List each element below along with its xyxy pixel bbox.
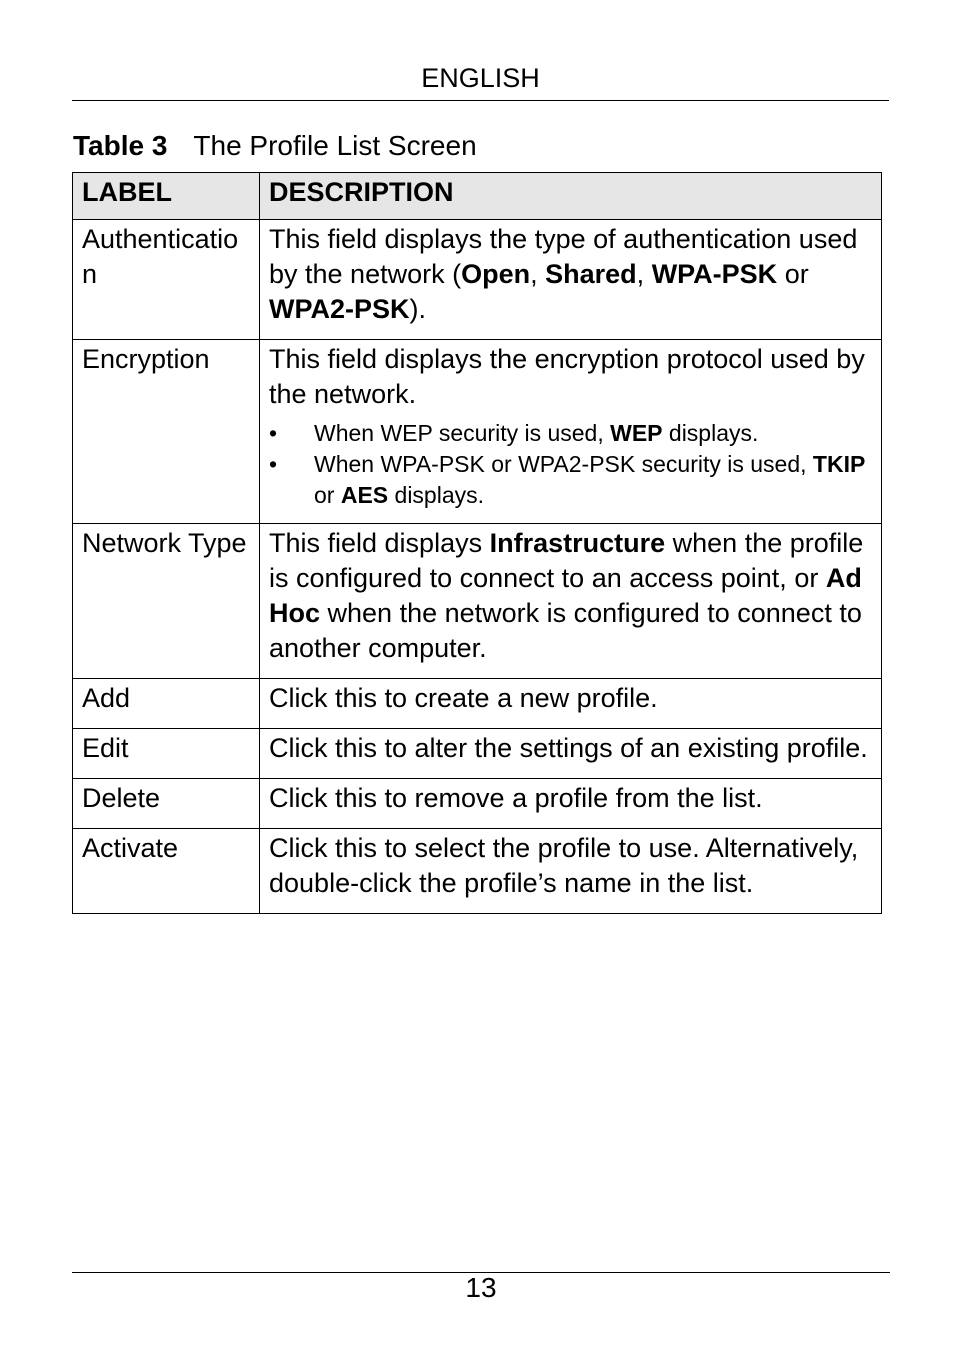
row-label: Authentication [73, 220, 260, 340]
page-number: 13 [465, 1272, 497, 1303]
bullet-list [269, 418, 875, 511]
table-row [73, 679, 882, 729]
desc-text: This field displays [269, 528, 490, 558]
header-rule [72, 100, 889, 101]
table-row [73, 729, 882, 779]
list-item [269, 418, 875, 449]
row-description: Click this to remove a profile from the list. [260, 779, 882, 829]
desc-text: when the network is configured to connect to another computer. [269, 598, 862, 663]
table-caption [73, 128, 477, 164]
desc-text: This field displays the type of authentication used by the network ( [269, 224, 858, 289]
column-header-label: LABEL [73, 173, 260, 220]
desc-text: , [530, 259, 546, 289]
desc-text: When WPA-PSK or WPA2-PSK security is used, [314, 451, 813, 477]
table-row [73, 220, 882, 340]
row-label: Encryption [73, 340, 260, 524]
row-description [260, 340, 882, 524]
desc-bold-term: WPA2-PSK [269, 294, 410, 324]
table-row [73, 340, 882, 524]
desc-bold-term: Shared [545, 259, 637, 289]
table-title: The Profile List Screen [193, 130, 477, 161]
desc-bold-term: Open [461, 259, 531, 289]
desc-text: displays. [388, 482, 485, 508]
row-label: Network Type [73, 524, 260, 679]
desc-bold-term: WEP [610, 420, 663, 446]
list-item [269, 449, 875, 511]
bullet-mark: • [269, 451, 278, 477]
table-number: Table 3 [73, 130, 168, 161]
bullet-mark: • [269, 420, 278, 446]
desc-bold-term: WPA-PSK [651, 259, 778, 289]
desc-text: or [314, 482, 341, 508]
page-header: ENGLISH [421, 63, 540, 93]
row-label: Delete [73, 779, 260, 829]
desc-bold-term: Infrastructure [489, 528, 666, 558]
desc-text: This field displays the encryption protocol used by the network. [269, 344, 865, 409]
profile-list-table [72, 172, 882, 914]
row-description [260, 220, 882, 340]
table-row [73, 524, 882, 679]
row-description [260, 524, 882, 679]
row-label: Activate [73, 829, 260, 914]
desc-bold-term: Ad Hoc [269, 563, 862, 628]
desc-text: , [636, 259, 652, 289]
table-row [73, 779, 882, 829]
desc-text: ). [409, 294, 427, 324]
row-label: Add [73, 679, 260, 729]
desc-text: or [777, 259, 809, 289]
desc-bold-term: TKIP [812, 451, 866, 477]
row-description: Click this to select the profile to use. Alternatively, double-click the profile’s name in the list. [260, 829, 882, 914]
desc-text: displays. [662, 420, 759, 446]
row-description: Click this to alter the settings of an existing profile. [260, 729, 882, 779]
column-header-description: DESCRIPTION [260, 173, 882, 220]
desc-bold-term: AES [340, 482, 389, 508]
table-row [73, 829, 882, 914]
desc-text: when the profile is configured to connect to an access point, or [269, 528, 864, 593]
table-header-row [73, 173, 882, 220]
desc-text: When WEP security is used, [314, 420, 611, 446]
row-label: Edit [73, 729, 260, 779]
row-description: Click this to create a new profile. [260, 679, 882, 729]
